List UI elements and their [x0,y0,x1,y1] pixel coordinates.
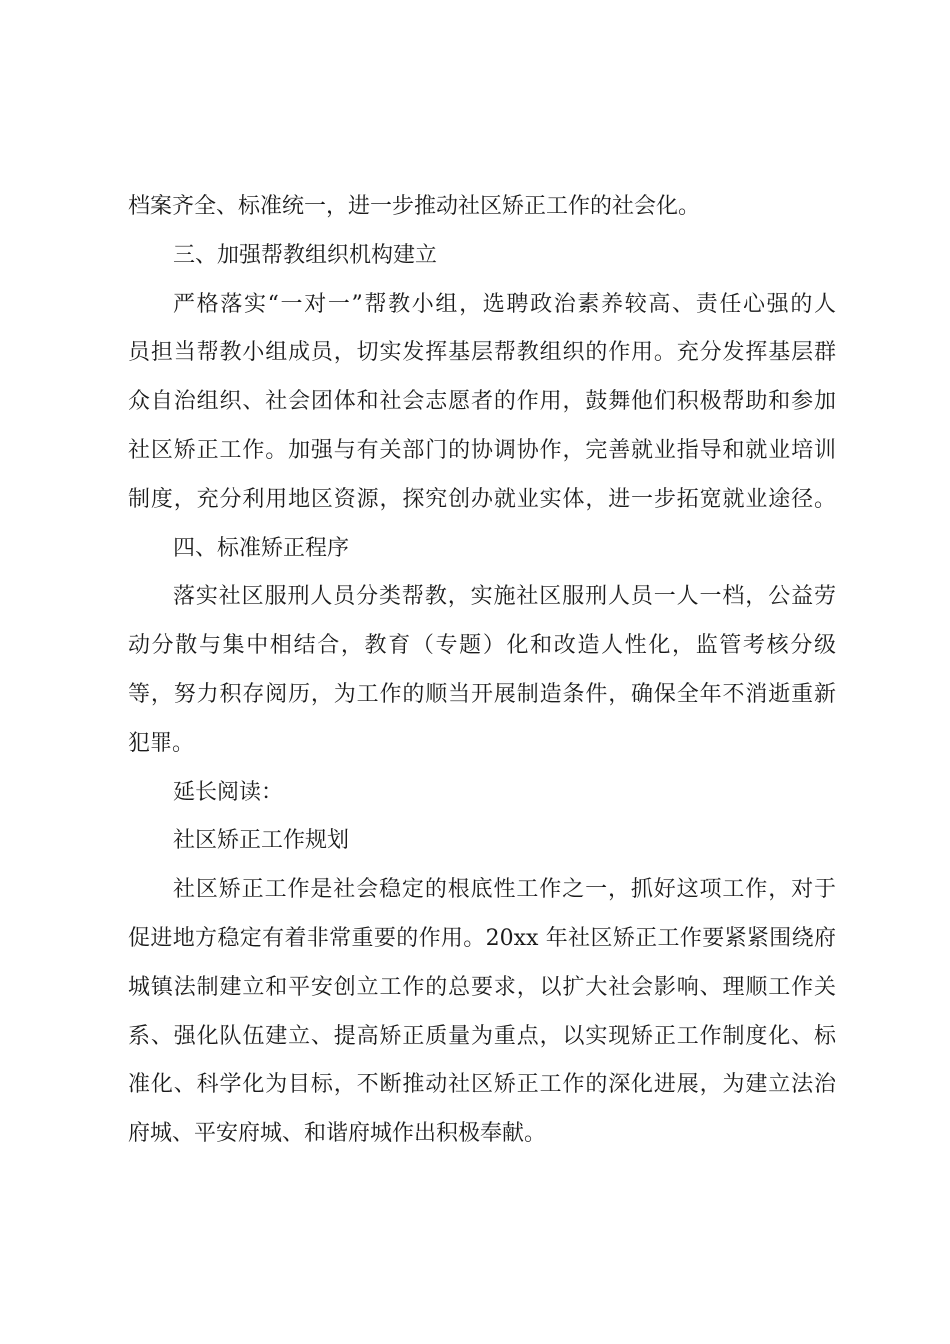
text-line: 等，努力积存阅历，为工作的顺当开展制造条件，确保全年不消逝重新 [128,681,836,707]
section-heading: 延长阅读： [173,779,284,805]
text-line: 员担当帮教小组成员，切实发挥基层帮教组织的作用。充分发挥基层群 [128,340,836,366]
text-line: 落实社区服刑人员分类帮教，实施社区服刑人员一人一档，公益劳 [173,584,836,610]
document-page [128,183,836,1159]
section-heading: 三、加强帮教组织机构建立 [173,242,438,268]
text-line: 府城、平安府城、和谐府城作出积极奉献。 [128,1121,547,1147]
section-heading: 四、标准矫正程序 [173,535,350,561]
text-line: 众自治组织、社会团体和社会志愿者的作用，鼓舞他们积极帮助和参加 [128,389,836,415]
text-line: 档案齐全、标准统一，进一步推动社区矫正工作的社会化。 [128,194,701,219]
text-line: 严格落实“一对一”帮教小组，选聘政治素养较高、责任心强的人 [173,291,836,317]
text-line: 动分散与集中相结合，教育（专题）化和改造人性化，监管考核分级 [128,633,836,659]
text-line: 社区矫正工作。加强与有关部门的协调协作，完善就业指导和就业培训 [128,437,836,463]
text-line: 促进地方稳定有着非常重要的作用。20xx 年社区矫正工作要紧紧围绕府 [128,925,836,951]
section-heading: 社区矫正工作规划 [173,828,350,854]
text-line: 准化、科学化为目标，不断推动社区矫正工作的深化进展，为建立法治 [128,1072,836,1098]
text-line: 犯罪。 [128,730,195,756]
text-line: 城镇法制建立和平安创立工作的总要求，以扩大社会影响、理顺工作关 [128,974,836,1000]
text-line: 社区矫正工作是社会稳定的根底性工作之一，抓好这项工作，对于 [173,877,836,903]
text-line: 系、强化队伍建立、提高矫正质量为重点，以实现矫正工作制度化、标 [128,1023,836,1049]
text-line: 制度，充分利用地区资源，探究创办就业实体，进一步拓宽就业途径。 [128,486,836,512]
